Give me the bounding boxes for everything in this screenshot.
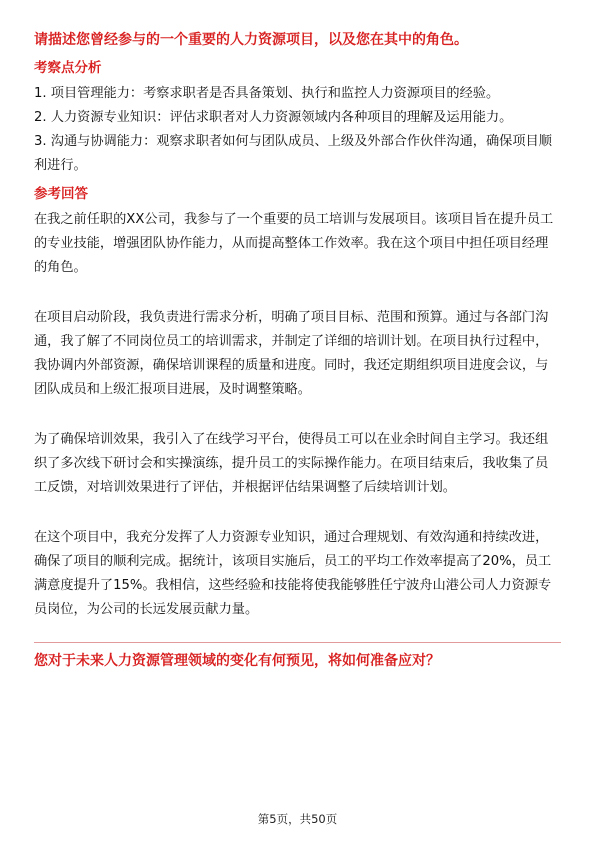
next-question-heading: 您对于未来人力资源管理领域的变化有何预见，将如何准备应对？	[34, 653, 440, 669]
answer-paragraph: 为了确保培训效果，我引入了在线学习平台，使得员工可以在业余时间自主学习。我还组织了多次线下研讨会和实操演练，提升员工的实际操作能力。在项目结束后，我收集了员工反馈，对培训效果进行了评估，并根据评估结果调整了后续培训计划。	[34, 432, 549, 495]
analysis-points	[34, 82, 561, 178]
question-heading: 请描述您曾经参与的一个重要的人力资源项目，以及您在其中的角色。	[34, 32, 468, 48]
analysis-title: 考察点分析	[34, 60, 102, 76]
page-number: 第5页，共50页	[257, 812, 338, 826]
answer-title: 参考回答	[34, 186, 88, 202]
analysis-point: 2. 人力资源专业知识：评估求职者对人力资源领域内各种项目的理解及运用能力。	[34, 110, 513, 125]
section-divider	[34, 642, 561, 643]
page-content	[34, 30, 561, 679]
answer-paragraph: 在项目启动阶段，我负责进行需求分析，明确了项目目标、范围和预算。通过与各部门沟通，我了解了不同岗位员工的培训需求，并制定了详细的培训计划。在项目执行过程中，我协调内外部资源，确保培训课程的质量和进度。同时，我还定期组织项目进度会议，与团队成员和上级汇报项目进展，及时调整策略。	[34, 310, 549, 397]
analysis-point: 3. 沟通与协调能力：观察求职者如何与团队成员、上级及外部合作伙伴沟通，确保项目顺利进行。	[34, 134, 552, 173]
analysis-point: 1. 项目管理能力：考察求职者是否具备策划、执行和监控人力资源项目的经验。	[34, 86, 500, 101]
answer-paragraph: 在我之前任职的XX公司，我参与了一个重要的员工培训与发展项目。该项目旨在提升员工的专业技能，增强团队协作能力，从而提高整体工作效率。我在这个项目中担任项目经理的角色。	[34, 212, 554, 275]
answer-paragraph: 在这个项目中，我充分发挥了人力资源专业知识，通过合理规划、有效沟通和持续改进，确保了项目的顺利完成。据统计，该项目实施后，员工的平均工作效率提高了20%，员工满意度提升了15%。我相信，这些经验和技能将使我能够胜任宁波舟山港公司人力资源专员岗位，为公司的长远发展贡献力量。	[34, 530, 552, 617]
